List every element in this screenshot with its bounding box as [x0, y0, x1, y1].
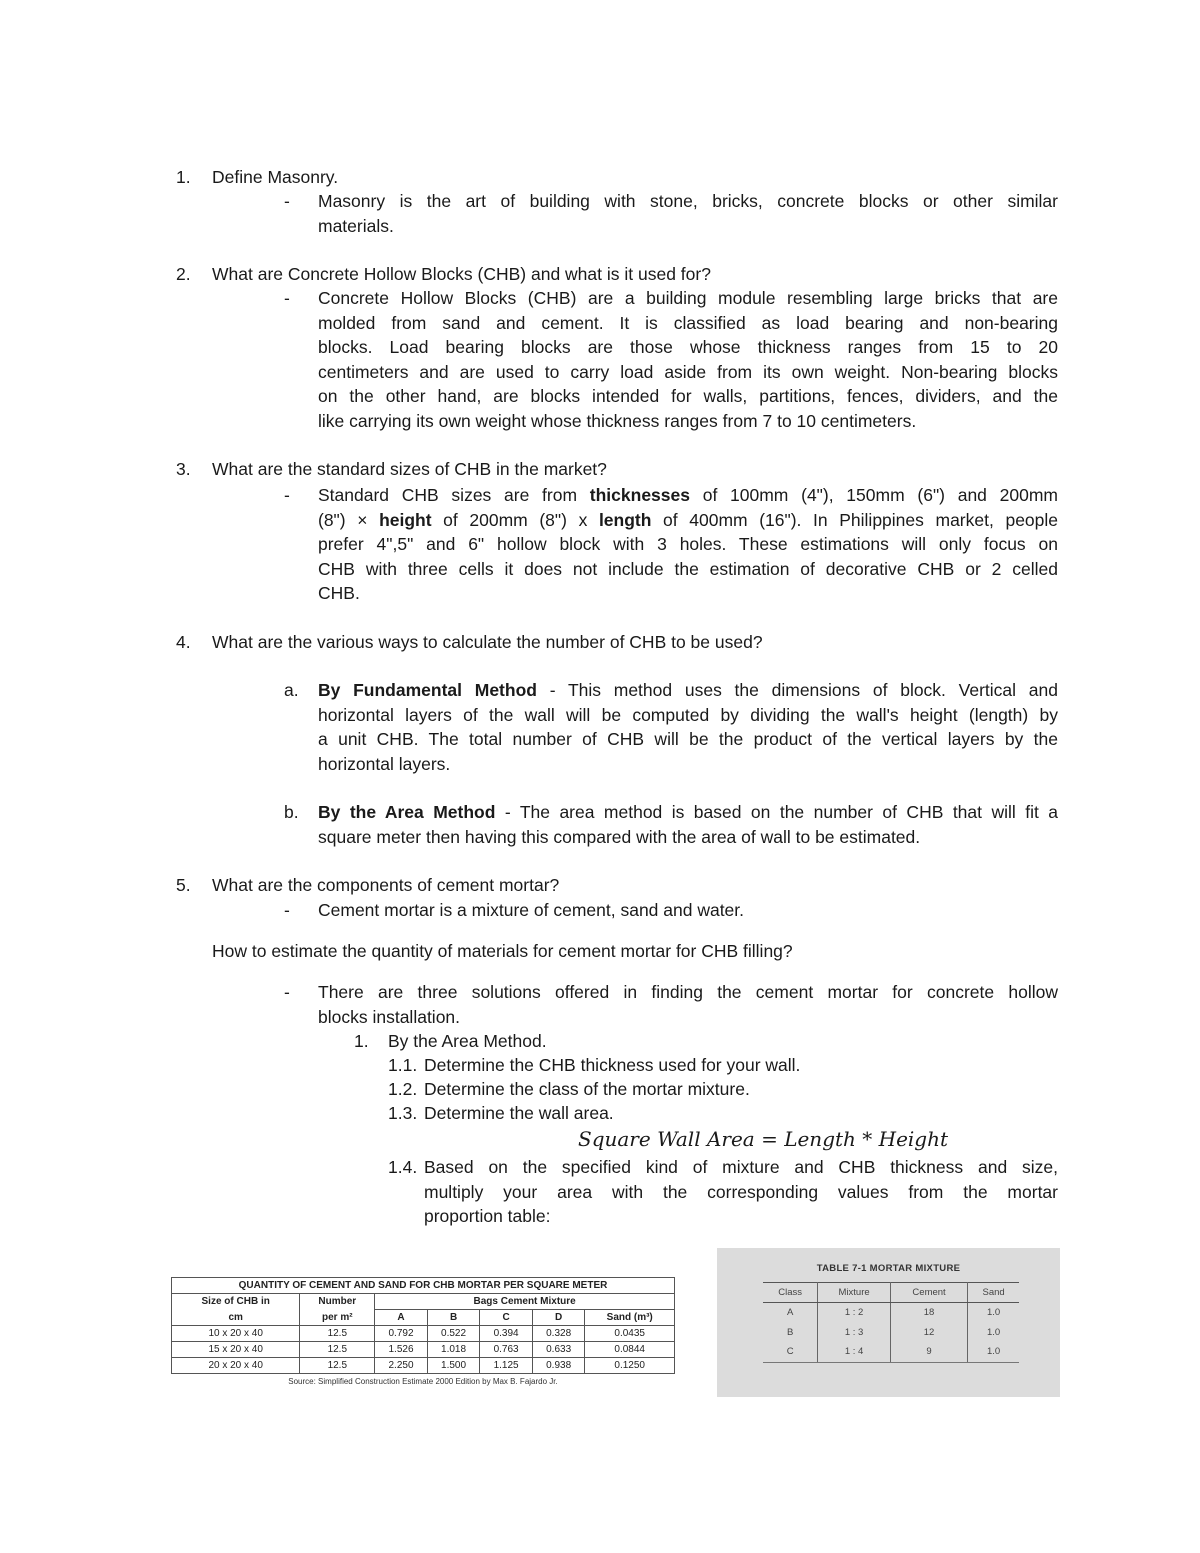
- q3-number: 3.: [176, 459, 191, 479]
- table1-header-b: B: [427, 1310, 480, 1326]
- table2-title: TABLE 7-1 MORTAR MIXTURE: [816, 1263, 961, 1274]
- table1-header-bags: Bags Cement Mixture: [375, 1294, 675, 1310]
- table2-header-sand: Sand: [968, 1283, 1019, 1303]
- q2-question: What are Concrete Hollow Blocks (CHB) and what is it used for?: [212, 264, 711, 284]
- cement-sand-quantity-table: [171, 1277, 675, 1387]
- table2-header-class: Class: [763, 1283, 818, 1303]
- estimate-bullet: -: [284, 982, 290, 1002]
- table-row: 10 x 20 x 40 12.5 0.792 0.522 0.394 0.328 0.0435: [172, 1326, 675, 1342]
- q2-answer: Concrete Hollow Blocks (CHB) are a building module resembling large bricks that are molded from sand and cement. It is classified as load bearing and non-bearing blocks. Load bearing blocks are those whose thickness ranges from 15 to 20 centimeters and are used to carry load aside from its own weight. Non-bearing blocks on the other hand, are blocks intended for walls, partitions, fences, dividers, and the like carrying its own weight whose thickness ranges from 7 to 10 centimeters.: [318, 288, 1058, 431]
- q4a-answer: By Fundamental Method - This method uses the dimensions of block. Vertical and horizontal layers of the wall will be computed by dividing the wall's height (length) by a unit CHB. The total number of CHB will be the product of the vertical layers by the horizontal layers.: [318, 680, 1058, 774]
- q2-bullet: -: [284, 288, 290, 308]
- q4-question: What are the various ways to calculate the number of CHB to be used?: [212, 632, 763, 652]
- q3-question: What are the standard sizes of CHB in the market?: [212, 459, 607, 479]
- table1-header-a: A: [375, 1310, 428, 1326]
- estimate-intro: There are three solutions offered in finding the cement mortar for concrete hollow blocks installation.: [318, 982, 1058, 1027]
- q1-number: 1.: [176, 167, 191, 187]
- table1-header-size-unit: cm: [172, 1310, 300, 1326]
- q1-bullet: -: [284, 191, 290, 211]
- mortar-mixture-table-photo: [717, 1248, 1060, 1397]
- table-row: 15 x 20 x 40 12.5 1.526 1.018 0.763 0.633 0.0844: [172, 1342, 675, 1358]
- table-row: B 1 : 3 12 1.0: [763, 1323, 1019, 1343]
- table-row: 20 x 20 x 40 12.5 2.250 1.500 1.125 0.938 0.1250: [172, 1358, 675, 1374]
- wall-area-formula: Square Wall Area = Length * Height: [578, 1127, 949, 1151]
- step-1-2-text: Determine the class of the mortar mixture.: [424, 1079, 750, 1099]
- table1-header-size: Size of CHB in: [172, 1294, 300, 1310]
- q5-bullet: -: [284, 900, 290, 920]
- q5-number: 5.: [176, 875, 191, 895]
- step-1-1-text: Determine the CHB thickness used for your wall.: [424, 1055, 801, 1075]
- step-1-4-number: 1.4.: [388, 1157, 418, 1177]
- step-1-4-text: Based on the specified kind of mixture and CHB thickness and size, multiply your area with the corresponding values from the mortar proportion table:: [424, 1157, 1058, 1226]
- table1-header-number: Number: [300, 1294, 375, 1310]
- step-1-3-number: 1.3.: [388, 1103, 418, 1123]
- q1-question: Define Masonry.: [212, 167, 339, 187]
- q5-answer: Cement mortar is a mixture of cement, sand and water.: [318, 900, 745, 920]
- table1-header-sand: Sand (m³): [585, 1310, 675, 1326]
- table-row: C 1 : 4 9 1.0: [763, 1342, 1019, 1362]
- q5-question: What are the components of cement mortar?: [212, 875, 560, 895]
- table1-header-d: D: [532, 1310, 585, 1326]
- q4b-letter: b.: [284, 802, 299, 822]
- q4a-letter: a.: [284, 680, 299, 700]
- method-number: 1.: [354, 1031, 369, 1051]
- q2-number: 2.: [176, 264, 191, 284]
- table1-source: Source: Simplified Construction Estimate 2000 Edition by Max B. Fajardo Jr.: [288, 1377, 558, 1386]
- q3-bullet: -: [284, 485, 290, 505]
- table1-header-c: C: [480, 1310, 533, 1326]
- table2-header-cement: Cement: [890, 1283, 967, 1303]
- table-row: A 1 : 2 18 1.0: [763, 1303, 1019, 1323]
- step-1-3-text: Determine the wall area.: [424, 1103, 614, 1123]
- q1-answer: Masonry is the art of building with stone, bricks, concrete blocks or other similar materials.: [318, 191, 1058, 236]
- table1-header-number-unit: per m²: [300, 1310, 375, 1326]
- q3-answer: Standard CHB sizes are from thicknesses of 100mm (4"), 150mm (6") and 200mm (8") × height of 200mm (8") x length of 400mm (16"). In Philippines market, people prefer 4",5" and 6" hollow block with 3 holes. These estimations will only focus on CHB with three cells it does not include the estimation of decorative CHB or 2 celled CHB.: [318, 485, 1059, 603]
- step-1-1-number: 1.1.: [388, 1055, 418, 1075]
- estimate-question: How to estimate the quantity of materials for cement mortar for CHB filling?: [212, 941, 793, 961]
- q4-number: 4.: [176, 632, 191, 652]
- table1-title: QUANTITY OF CEMENT AND SAND FOR CHB MORTAR PER SQUARE METER: [172, 1278, 675, 1294]
- table2-header-mixture: Mixture: [818, 1283, 891, 1303]
- step-1-2-number: 1.2.: [388, 1079, 418, 1099]
- q4b-answer: By the Area Method - The area method is based on the number of CHB that will fit a square meter then having this compared with the area of wall to be estimated.: [318, 802, 1058, 847]
- method-title: By the Area Method.: [388, 1031, 547, 1051]
